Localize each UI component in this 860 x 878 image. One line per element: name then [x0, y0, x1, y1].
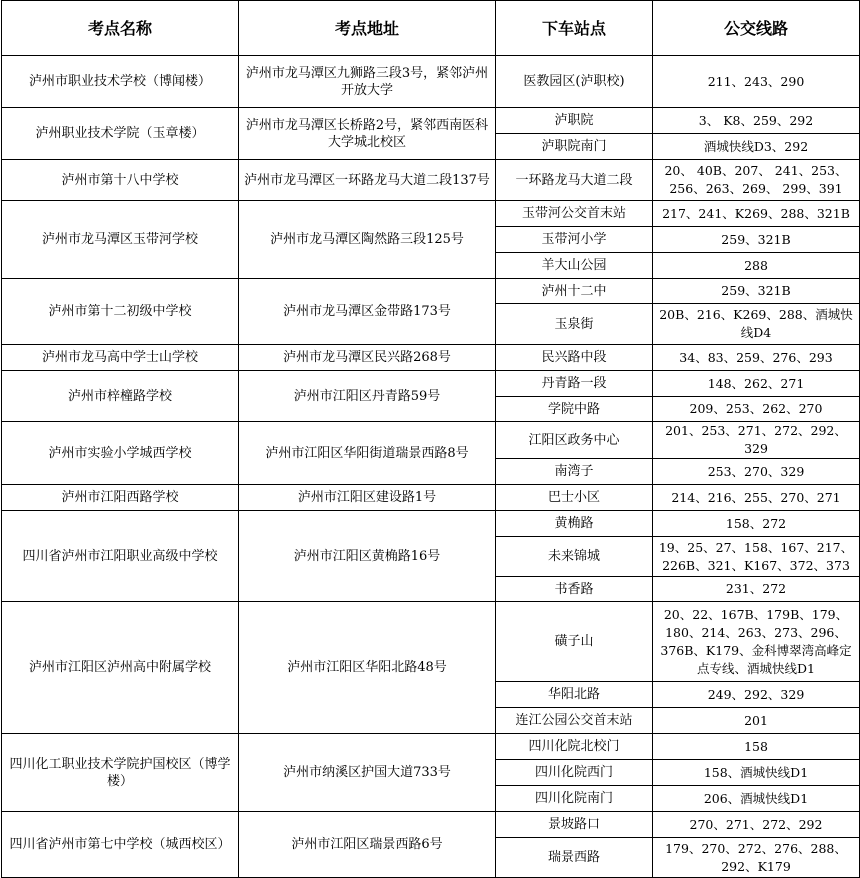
bus-stop: 泸职院南门 [496, 134, 653, 160]
bus-routes: 158、酒城快线D1 [653, 760, 860, 786]
bus-stop: 医教园区(泸职校) [496, 56, 653, 108]
bus-routes: 34、83、259、276、293 [653, 345, 860, 371]
venue-name: 四川化工职业技术学院护国校区（博学楼） [2, 734, 239, 812]
venue-name: 四川省泸州市江阳职业高级中学校 [2, 511, 239, 602]
bus-routes: 259、321B [653, 279, 860, 304]
bus-stop: 巴士小区 [496, 485, 653, 511]
bus-routes: 214、216、255、270、271 [653, 485, 860, 511]
bus-stop: 连江公园公交首末站 [496, 708, 653, 734]
venue-address: 泸州市纳溪区护国大道733号 [239, 734, 496, 812]
table-row [2, 108, 860, 134]
venue-name: 泸州市龙马潭区玉带河学校 [2, 201, 239, 279]
bus-routes: 249、292、329 [653, 682, 860, 708]
bus-stop: 黄桷路 [496, 511, 653, 537]
bus-routes: 158 [653, 734, 860, 760]
venue-name: 泸州市江阳区泸州高中附属学校 [2, 602, 239, 734]
header-row [2, 1, 860, 56]
bus-routes: 20、 40B、207、 241、253、256、263、269、 299、391 [653, 160, 860, 201]
venue-name: 泸州市第十二初级中学校 [2, 279, 239, 345]
bus-stop: 四川化院南门 [496, 786, 653, 812]
table-row [2, 485, 860, 511]
venue-address: 泸州市龙马潭区长桥路2号，紧邻西南医科大学城北校区 [239, 108, 496, 160]
venue-address: 泸州市龙马潭区民兴路268号 [239, 345, 496, 371]
bus-stop: 泸职院 [496, 108, 653, 134]
bus-routes: 211、243、290 [653, 56, 860, 108]
bus-stop: 丹青路一段 [496, 371, 653, 397]
venue-address: 泸州市江阳区瑞景西路6号 [239, 812, 496, 878]
bus-routes: 253、270、329 [653, 459, 860, 485]
bus-routes: 201 [653, 708, 860, 734]
venue-name: 泸州职业技术学院（玉章楼） [2, 108, 239, 160]
bus-stop: 瑞景西路 [496, 838, 653, 878]
bus-stop: 四川化院西门 [496, 760, 653, 786]
bus-stop: 书香路 [496, 577, 653, 602]
bus-stop: 华阳北路 [496, 682, 653, 708]
venue-name: 泸州市江阳西路学校 [2, 485, 239, 511]
bus-stop: 玉泉街 [496, 304, 653, 345]
bus-routes: 158、272 [653, 511, 860, 537]
bus-routes: 20B、216、K269、288、酒城快线D4 [653, 304, 860, 345]
venue-name: 四川省泸州市第七中学校（城西校区） [2, 812, 239, 878]
table-row [2, 279, 860, 304]
table-row [2, 201, 860, 227]
bus-stop: 泸州十二中 [496, 279, 653, 304]
bus-stop: 四川化院北校门 [496, 734, 653, 760]
bus-stop: 磺子山 [496, 602, 653, 682]
venue-address: 泸州市江阳区黄桷路16号 [239, 511, 496, 602]
bus-routes: 259、321B [653, 227, 860, 253]
table-row [2, 56, 860, 108]
venue-address: 泸州市龙马潭区一环路龙马大道二段137号 [239, 160, 496, 201]
bus-stop: 学院中路 [496, 397, 653, 422]
bus-stop: 南湾子 [496, 459, 653, 485]
table-row [2, 812, 860, 838]
venue-address: 泸州市江阳区建设路1号 [239, 485, 496, 511]
exam-venue-bus-table [1, 0, 860, 878]
table-row [2, 602, 860, 682]
venue-address: 泸州市江阳区丹青路59号 [239, 371, 496, 422]
table-row [2, 345, 860, 371]
table-row [2, 371, 860, 397]
bus-routes: 209、253、262、270 [653, 397, 860, 422]
bus-routes: 270、271、272、292 [653, 812, 860, 838]
venue-name: 泸州市梓橦路学校 [2, 371, 239, 422]
bus-stop: 玉带河小学 [496, 227, 653, 253]
bus-stop: 羊大山公园 [496, 253, 653, 279]
venue-address: 泸州市龙马潭区金带路173号 [239, 279, 496, 345]
bus-routes: 酒城快线D3、292 [653, 134, 860, 160]
venue-name: 泸州市第十八中学校 [2, 160, 239, 201]
bus-stop: 民兴路中段 [496, 345, 653, 371]
table-row [2, 511, 860, 537]
bus-routes: 3、 K8、259、292 [653, 108, 860, 134]
bus-routes: 201、253、271、272、292、329 [653, 422, 860, 459]
bus-routes: 206、酒城快线D1 [653, 786, 860, 812]
venue-address: 泸州市龙马潭区陶然路三段125号 [239, 201, 496, 279]
bus-routes: 288 [653, 253, 860, 279]
bus-routes: 148、262、271 [653, 371, 860, 397]
bus-stop: 江阳区政务中心 [496, 422, 653, 459]
header-venue-name: 考点名称 [2, 1, 239, 56]
venue-name: 泸州市龙马高中学士山学校 [2, 345, 239, 371]
venue-name: 泸州市职业技术学校（博闻楼） [2, 56, 239, 108]
bus-routes: 19、25、27、158、167、217、226B、321、K167、372、373 [653, 537, 860, 577]
header-bus-routes: 公交线路 [653, 1, 860, 56]
venue-address: 泸州市龙马潭区九狮路三段3号，紧邻泸州开放大学 [239, 56, 496, 108]
table-row [2, 734, 860, 760]
venue-address: 泸州市江阳区华阳街道瑞景西路8号 [239, 422, 496, 485]
bus-routes: 231、272 [653, 577, 860, 602]
table-row [2, 160, 860, 201]
header-bus-stop: 下车站点 [496, 1, 653, 56]
bus-routes: 20、22、167B、179B、179、180、214、263、273、296、376B、K179、金科博翠湾高峰定点专线、酒城快线D1 [653, 602, 860, 682]
header-venue-address: 考点地址 [239, 1, 496, 56]
venue-name: 泸州市实验小学城西学校 [2, 422, 239, 485]
bus-stop: 玉带河公交首末站 [496, 201, 653, 227]
bus-stop: 未来锦城 [496, 537, 653, 577]
bus-stop: 一环路龙马大道二段 [496, 160, 653, 201]
table-row [2, 422, 860, 459]
venue-address: 泸州市江阳区华阳北路48号 [239, 602, 496, 734]
bus-routes: 217、241、K269、288、321B [653, 201, 860, 227]
bus-routes: 179、270、272、276、288、292、K179 [653, 838, 860, 878]
bus-stop: 景坡路口 [496, 812, 653, 838]
